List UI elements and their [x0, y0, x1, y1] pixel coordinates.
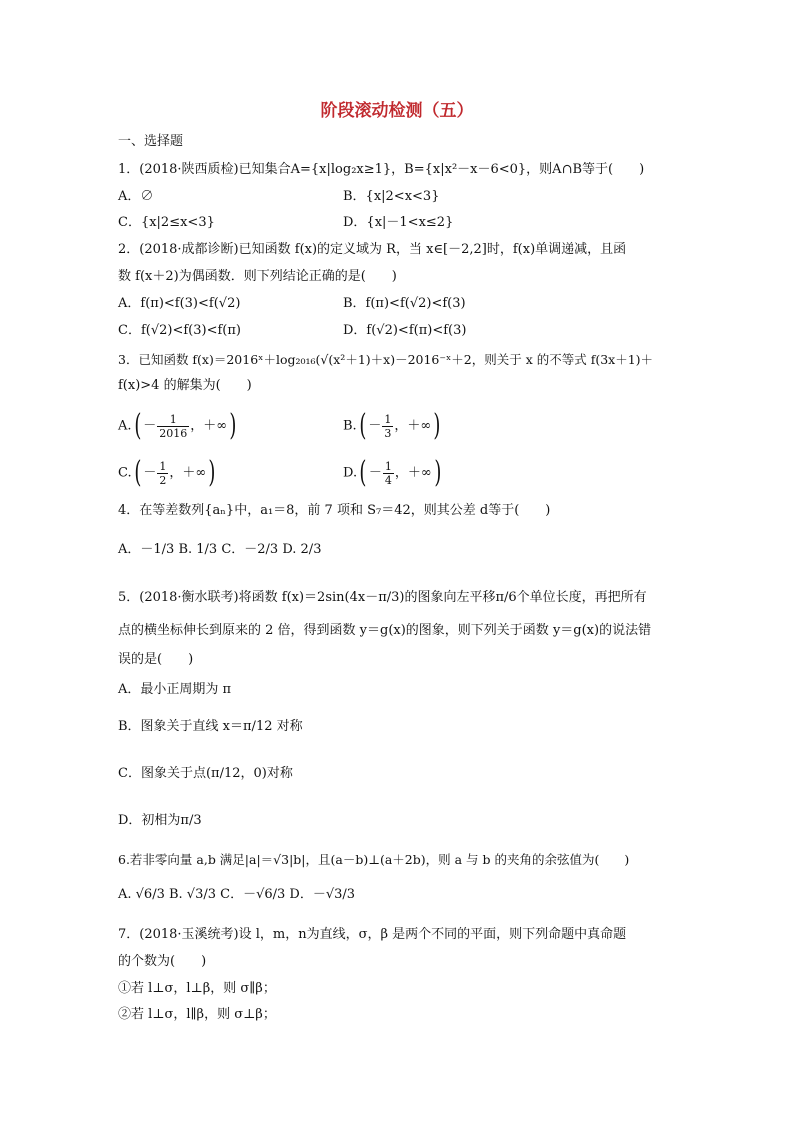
question-5-stem-line2: 点的横坐标伸长到原来的 2 倍，得到函数 y＝g(x)的图象，则下列关于函数 y＝g(x)的说法错	[118, 623, 652, 638]
q6-options: A. √6/3 B. √3/3 C．－√6/3 D．－√3/3	[118, 887, 356, 902]
section-heading: 一、选择题	[118, 134, 184, 149]
q1-option-b: B．{x|2<x<3}	[343, 189, 440, 204]
q2-option-c: C．f(√2)<f(3)<f(π)	[118, 323, 241, 338]
question-2-stem-line2: 数 f(x＋2)为偶函数．则下列结论正确的是( )	[118, 269, 397, 284]
q5-option-b: B．图象关于直线 x＝π/12 对称	[118, 719, 303, 734]
question-2-stem-line1: 2．(2018·成都诊断)已知函数 f(x)的定义域为 R，当 x∈[－2,2]时，f(x)单调递减，且函	[118, 242, 627, 257]
q5-option-a: A．最小正周期为 π	[118, 682, 232, 697]
q5-option-d: D．初相为π/3	[118, 813, 202, 828]
q3-b-fraction: $\frac{1}{3}$	[384, 412, 392, 440]
q3-d-fraction: $\frac{1}{4}$	[384, 459, 392, 487]
q2-option-d: D．f(√2)<f(π)<f(3)	[343, 323, 467, 338]
q1-option-d: D．{x|－1<x≤2}	[343, 215, 454, 230]
q3-a-fraction: $\frac{1}{2016}$	[159, 412, 188, 440]
q1-option-c: C．{x|2≤x<3}	[118, 215, 215, 230]
q3-option-c: C.( － $\frac{1}{2}$ ，＋∞)	[118, 455, 216, 490]
q4-options: A．－1/3 B. 1/3 C．－2/3 D. 2/3	[118, 542, 322, 557]
page-title: 阶段滚动检测（五）	[320, 101, 474, 121]
q2-option-a: A．f(π)<f(3)<f(√2)	[118, 296, 241, 311]
question-3-stem-line1: 3．已知函数 f(x)＝2016ˣ＋log₂₀₁₆(√(x²＋1)＋x)－2016⁻ˣ＋2，则关于 x 的不等式 f(3x＋1)＋	[118, 352, 654, 367]
question-7-stem-line2: 的个数为( )	[118, 954, 207, 969]
q2-option-b: B．f(π)<f(√2)<f(3)	[343, 296, 466, 311]
question-3-stem-line2: f(x)>4 的解集为( )	[118, 378, 252, 393]
q1-option-a: A．∅	[118, 189, 154, 204]
q7-statement-1: ①若 l⊥σ，l⊥β，则 σ∥β；	[118, 981, 276, 996]
q3-option-a: A.( － $\frac{1}{2016}$ ，＋∞)	[118, 408, 237, 443]
question-1-stem: 1．(2018·陕西质检)已知集合A={x|log₂x≥1}，B={x|x²－x－6<0}，则A∩B等于( )	[118, 162, 645, 177]
q3-option-d: D.( － $\frac{1}{4}$ ，＋∞)	[343, 455, 442, 490]
question-5-stem-line3: 误的是( )	[118, 652, 194, 667]
q5-option-c: C．图象关于点(π/12，0)对称	[118, 766, 293, 781]
q7-statement-2: ②若 l⊥σ，l∥β，则 σ⊥β；	[118, 1007, 276, 1022]
question-5-stem-line1: 5．(2018·衡水联考)将函数 f(x)＝2sin(4x－π/3)的图象向左平移π/6个单位长度，再把所有	[118, 590, 647, 605]
question-4-stem: 4．在等差数列{aₙ}中，a₁＝8，前 7 项和 S₇＝42，则其公差 d等于( )	[118, 503, 551, 518]
q3-option-b: B.( － $\frac{1}{3}$ ，＋∞)	[343, 408, 441, 443]
q3-c-fraction: $\frac{1}{2}$	[159, 459, 167, 487]
question-6-stem: 6.若非零向量 a,b 满足|a|＝√3|b|，且(a－b)⊥(a＋2b)，则 a 与 b 的夹角的余弦值为( )	[118, 852, 630, 867]
question-7-stem-line1: 7．(2018·玉溪统考)设 l，m，n为直线，σ，β 是两个不同的平面，则下列命题中真命题	[118, 927, 627, 942]
